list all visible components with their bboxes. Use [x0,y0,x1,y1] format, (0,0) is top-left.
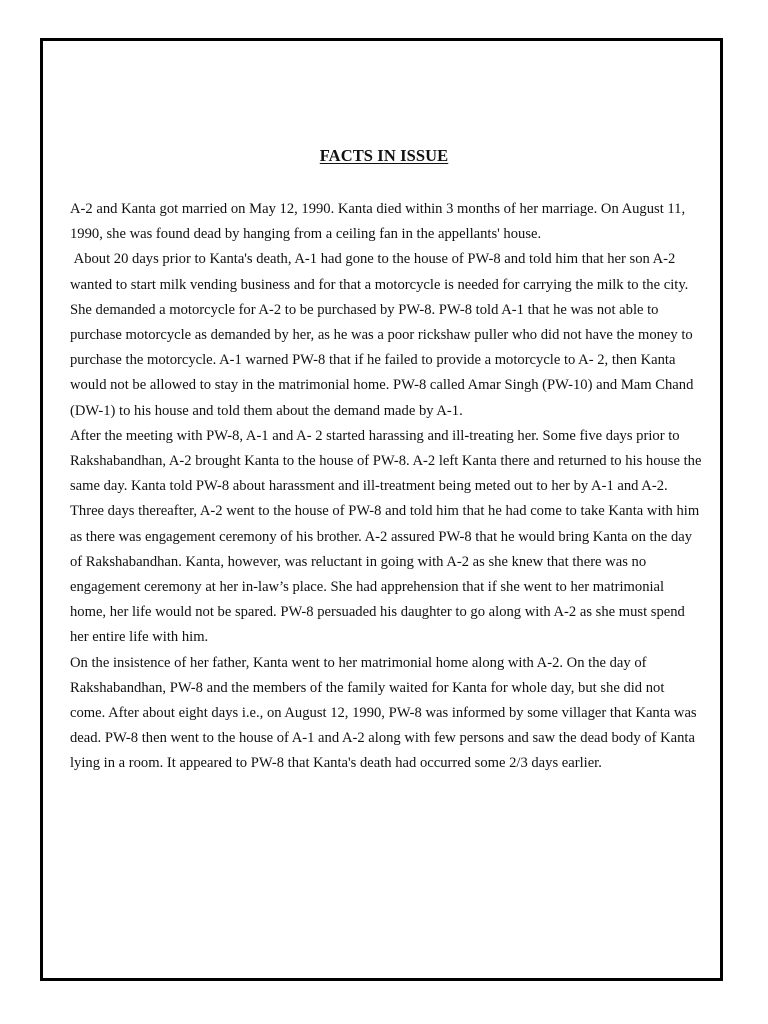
paragraph-death-discovered: On the insistence of her father, Kanta went to her matrimonial home along with A-2. On the day of Rakshabandhan, PW-8 and the members of the family waited for Kanta for whole day, but she did not come. After about eight days i.e., on August 12, 1990, PW-8 was informed by some villager that Kanta was dead. PW-8 then went to the house of A-1 and A-2 along with few persons and saw the dead body of Kanta lying in a room. It appeared to PW-8 that Kanta's death had occurred some 2/3 days earlier. [70,654,697,772]
paragraph-marriage-and-death: A-2 and Kanta got married on May 12, 1990. Kanta died within 3 months of her marriage. On August 11, 1990, she was found dead by hanging from a ceiling fan in the appellants' house. [70,201,689,243]
document-title: FACTS IN ISSUE [319,146,449,165]
document-body [70,197,702,777]
paragraph-motorcycle-demand: About 20 days prior to Kanta's death, A-1 had gone to the house of PW-8 and told him that her son A-2 wanted to start milk vending business and for that a motorcycle is needed for carrying the milk to the city. She demanded a motorcycle for A-2 to be purchased by PW-8. PW-8 told A-1 that he was not able to purchase motorcycle as demanded by her, as he was a poor rickshaw puller who did not have the money to purchase the motorcycle. A-1 warned PW-8 that if he failed to provide a motorcycle to A- 2, then Kanta would not be allowed to stay in the matrimonial home. PW-8 called Amar Singh (PW-10) and Mam Chand (DW-1) to his house and told them about the demand made by A-1. [70,251,698,419]
paragraph-harassment: After the meeting with PW-8, A-1 and A- 2 started harassing and ill-treating her. Some five days prior to Rakshabandhan, A-2 brought Kanta to the house of PW-8. A-2 left Kanta there and returned to his house the same day. Kanta told PW-8 about harassment and ill-treatment being meted out to her by A-1 and A-2. Three days thereafter, A-2 went to the house of PW-8 and told him that he had come to take Kanta with him as there was engagement ceremony of his brother. A-2 assured PW-8 that he would bring Kanta on the day of Rakshabandhan. Kanta, however, was reluctant in going with A-2 as she knew that there was no engagement ceremony at her in-law’s place. She had apprehension that if she went to her matrimonial home, her life would not be spared. PW-8 persuaded his daughter to go along with A-2 as she must spend her entire life with him. [70,427,702,646]
